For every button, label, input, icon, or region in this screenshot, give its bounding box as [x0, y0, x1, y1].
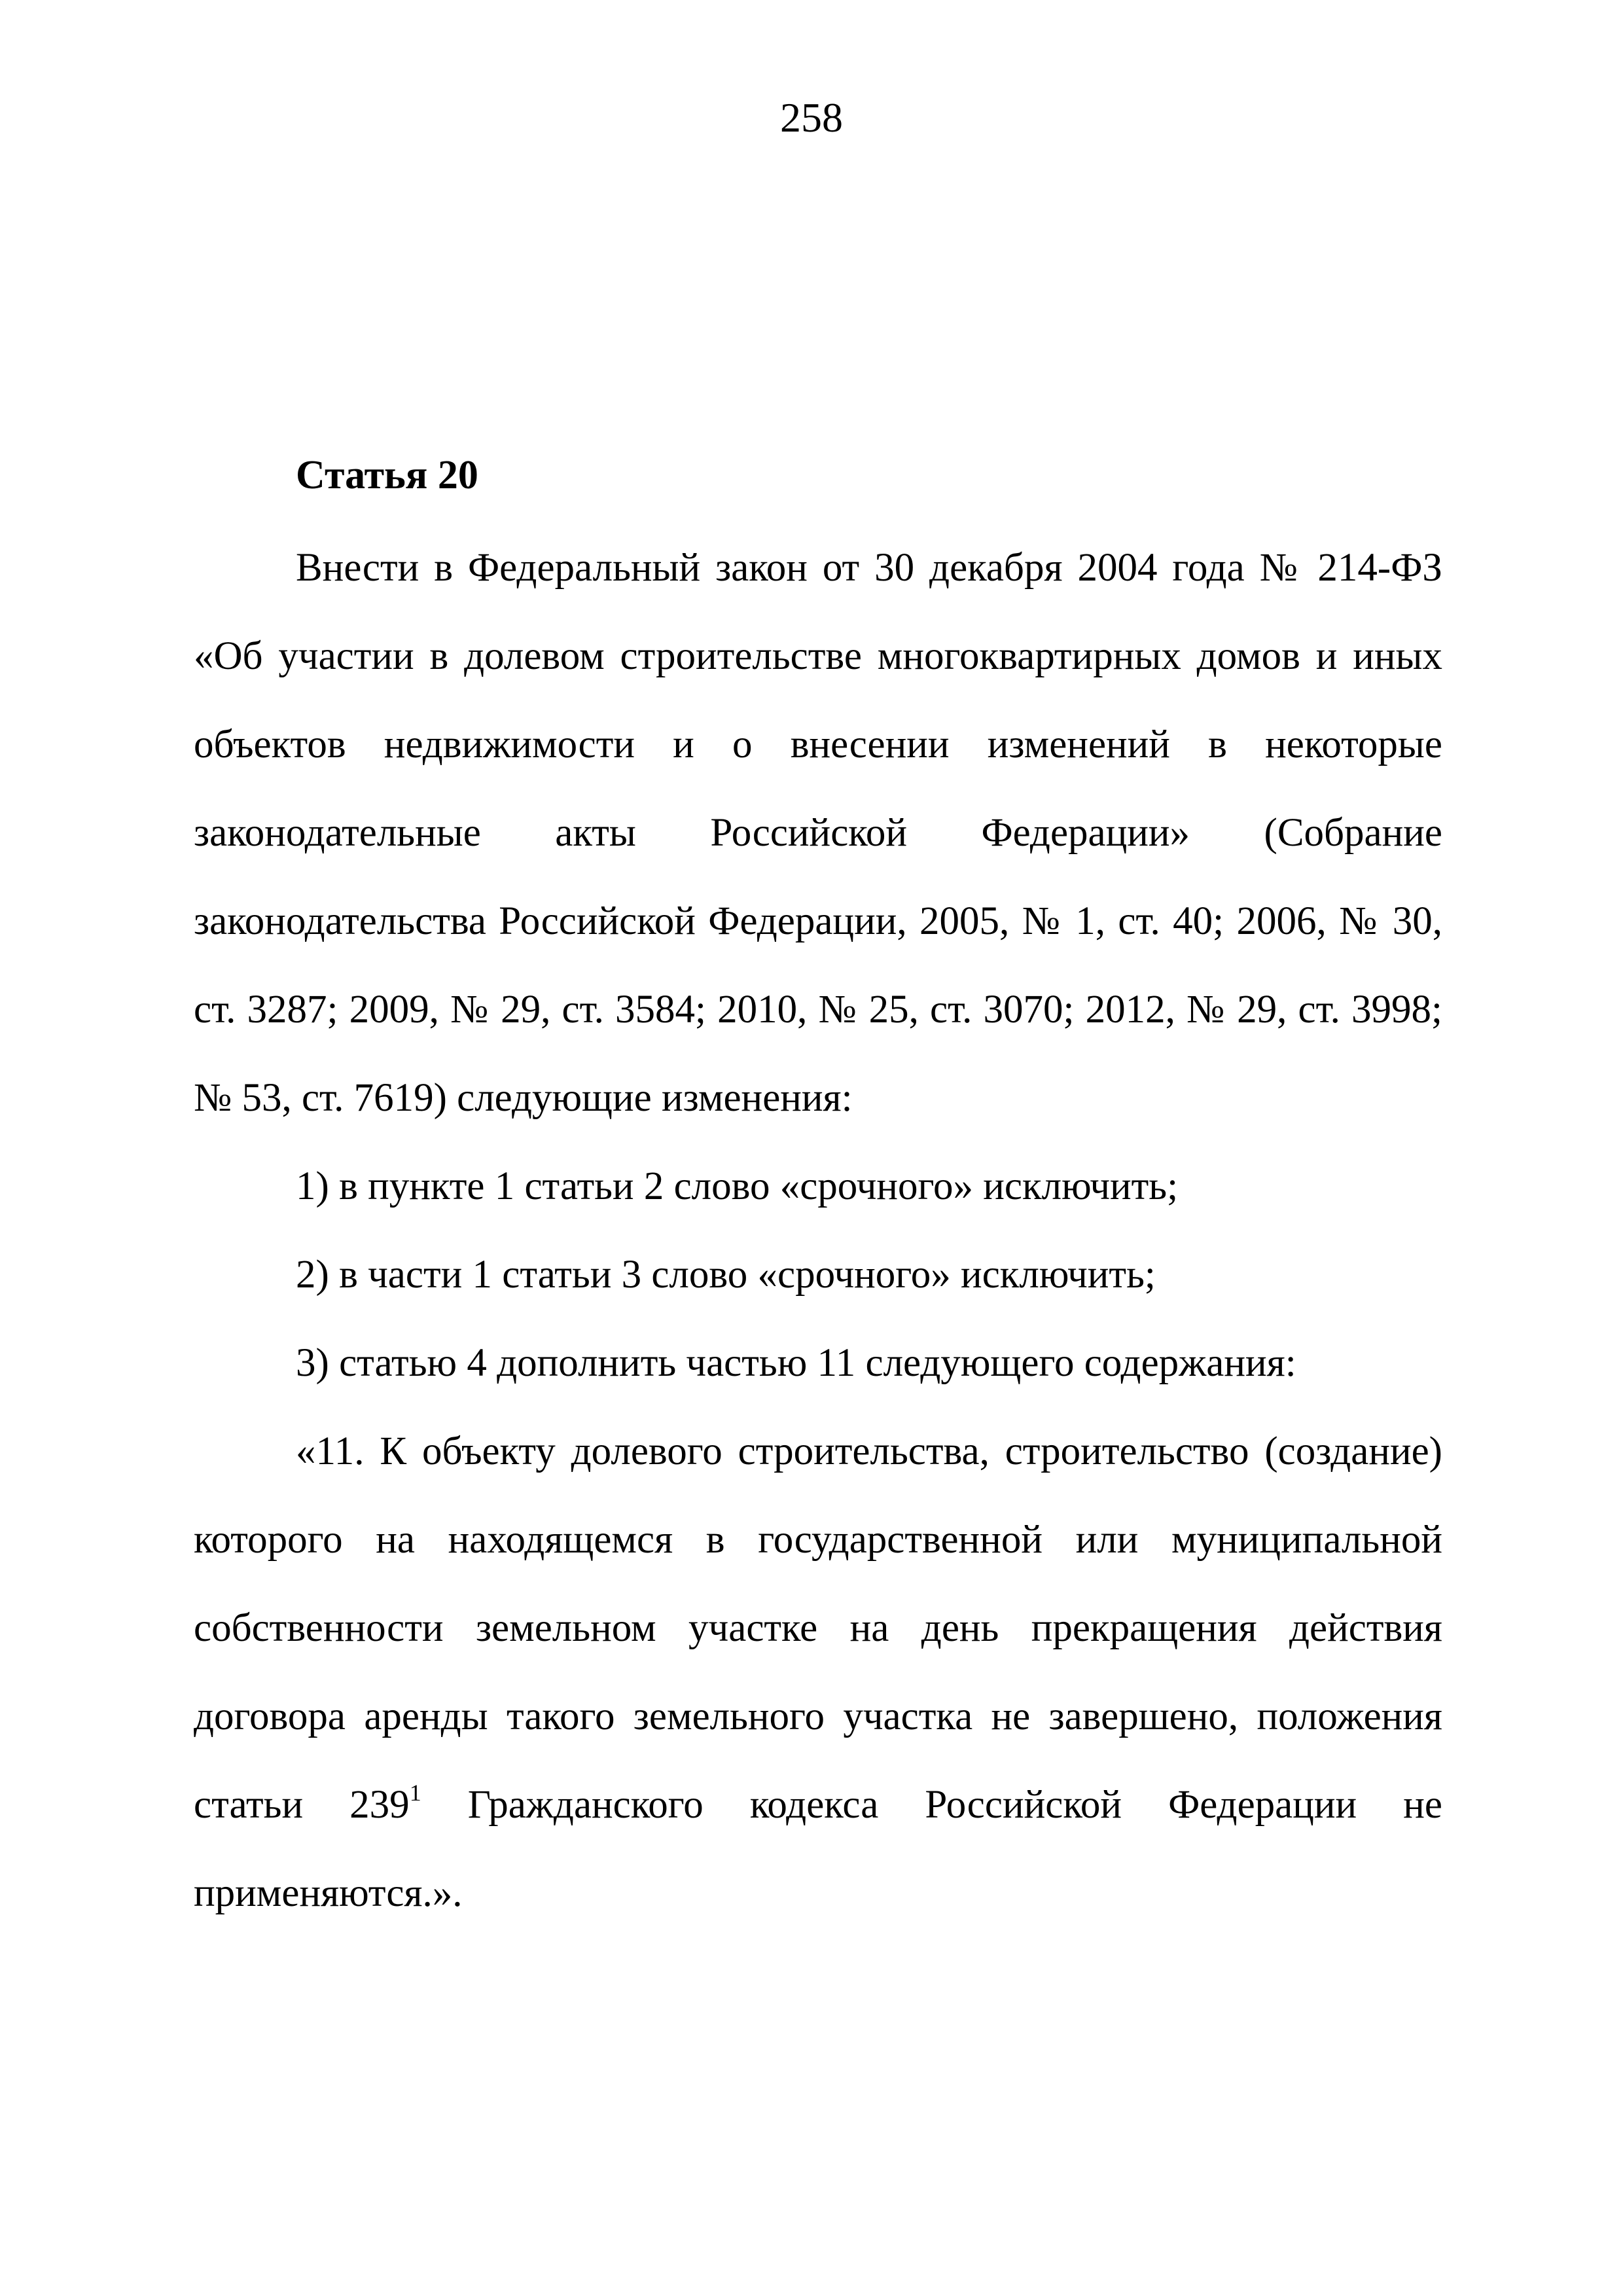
- amendment-item-2: 2) в части 1 статьи 3 слово «срочного» исключить;: [296, 1253, 1156, 1297]
- amendment-item-3: 3) статью 4 дополнить частью 11 следующего содержания:: [296, 1341, 1296, 1385]
- page-number: 258: [780, 94, 843, 141]
- amendment-item-1: 1) в пункте 1 статьи 2 слово «срочного» исключить;: [296, 1164, 1179, 1208]
- article-superscript: 1: [409, 1780, 421, 1806]
- article-body: [194, 524, 1442, 1937]
- intro-paragraph: Внести в Федеральный закон от 30 декабря 2004 года № 214-ФЗ «Об участии в долевом строительстве многоквартирных домов и иных объектов недвижимости и о внесении изменений в некоторые законодательные акты Российской Федерации» (Собрание законодательства Российской Федерации, 2005, № 1, ст. 40; 2006, № 30, ст. 3287; 2009, № 29, ст. 3584; 2010, № 25, ст. 3070; 2012, № 29, ст. 3998; № 53, ст. 7619) следующие изменения:: [194, 546, 1442, 1120]
- quoted-provision-ending: Гражданского кодекса Российской Федерации не применяются.».: [194, 1783, 1442, 1915]
- quoted-provision-text: «11. К объекту долевого строительства, строительство (создание) которого на находящемся в государственной или муниципальной собственности земельном участке на день прекращения действия договора аренды такого земельного участка не завершено, положения статьи 239: [194, 1429, 1442, 1827]
- quoted-provision: [194, 1407, 1442, 1937]
- article-heading: Статья 20: [296, 453, 478, 497]
